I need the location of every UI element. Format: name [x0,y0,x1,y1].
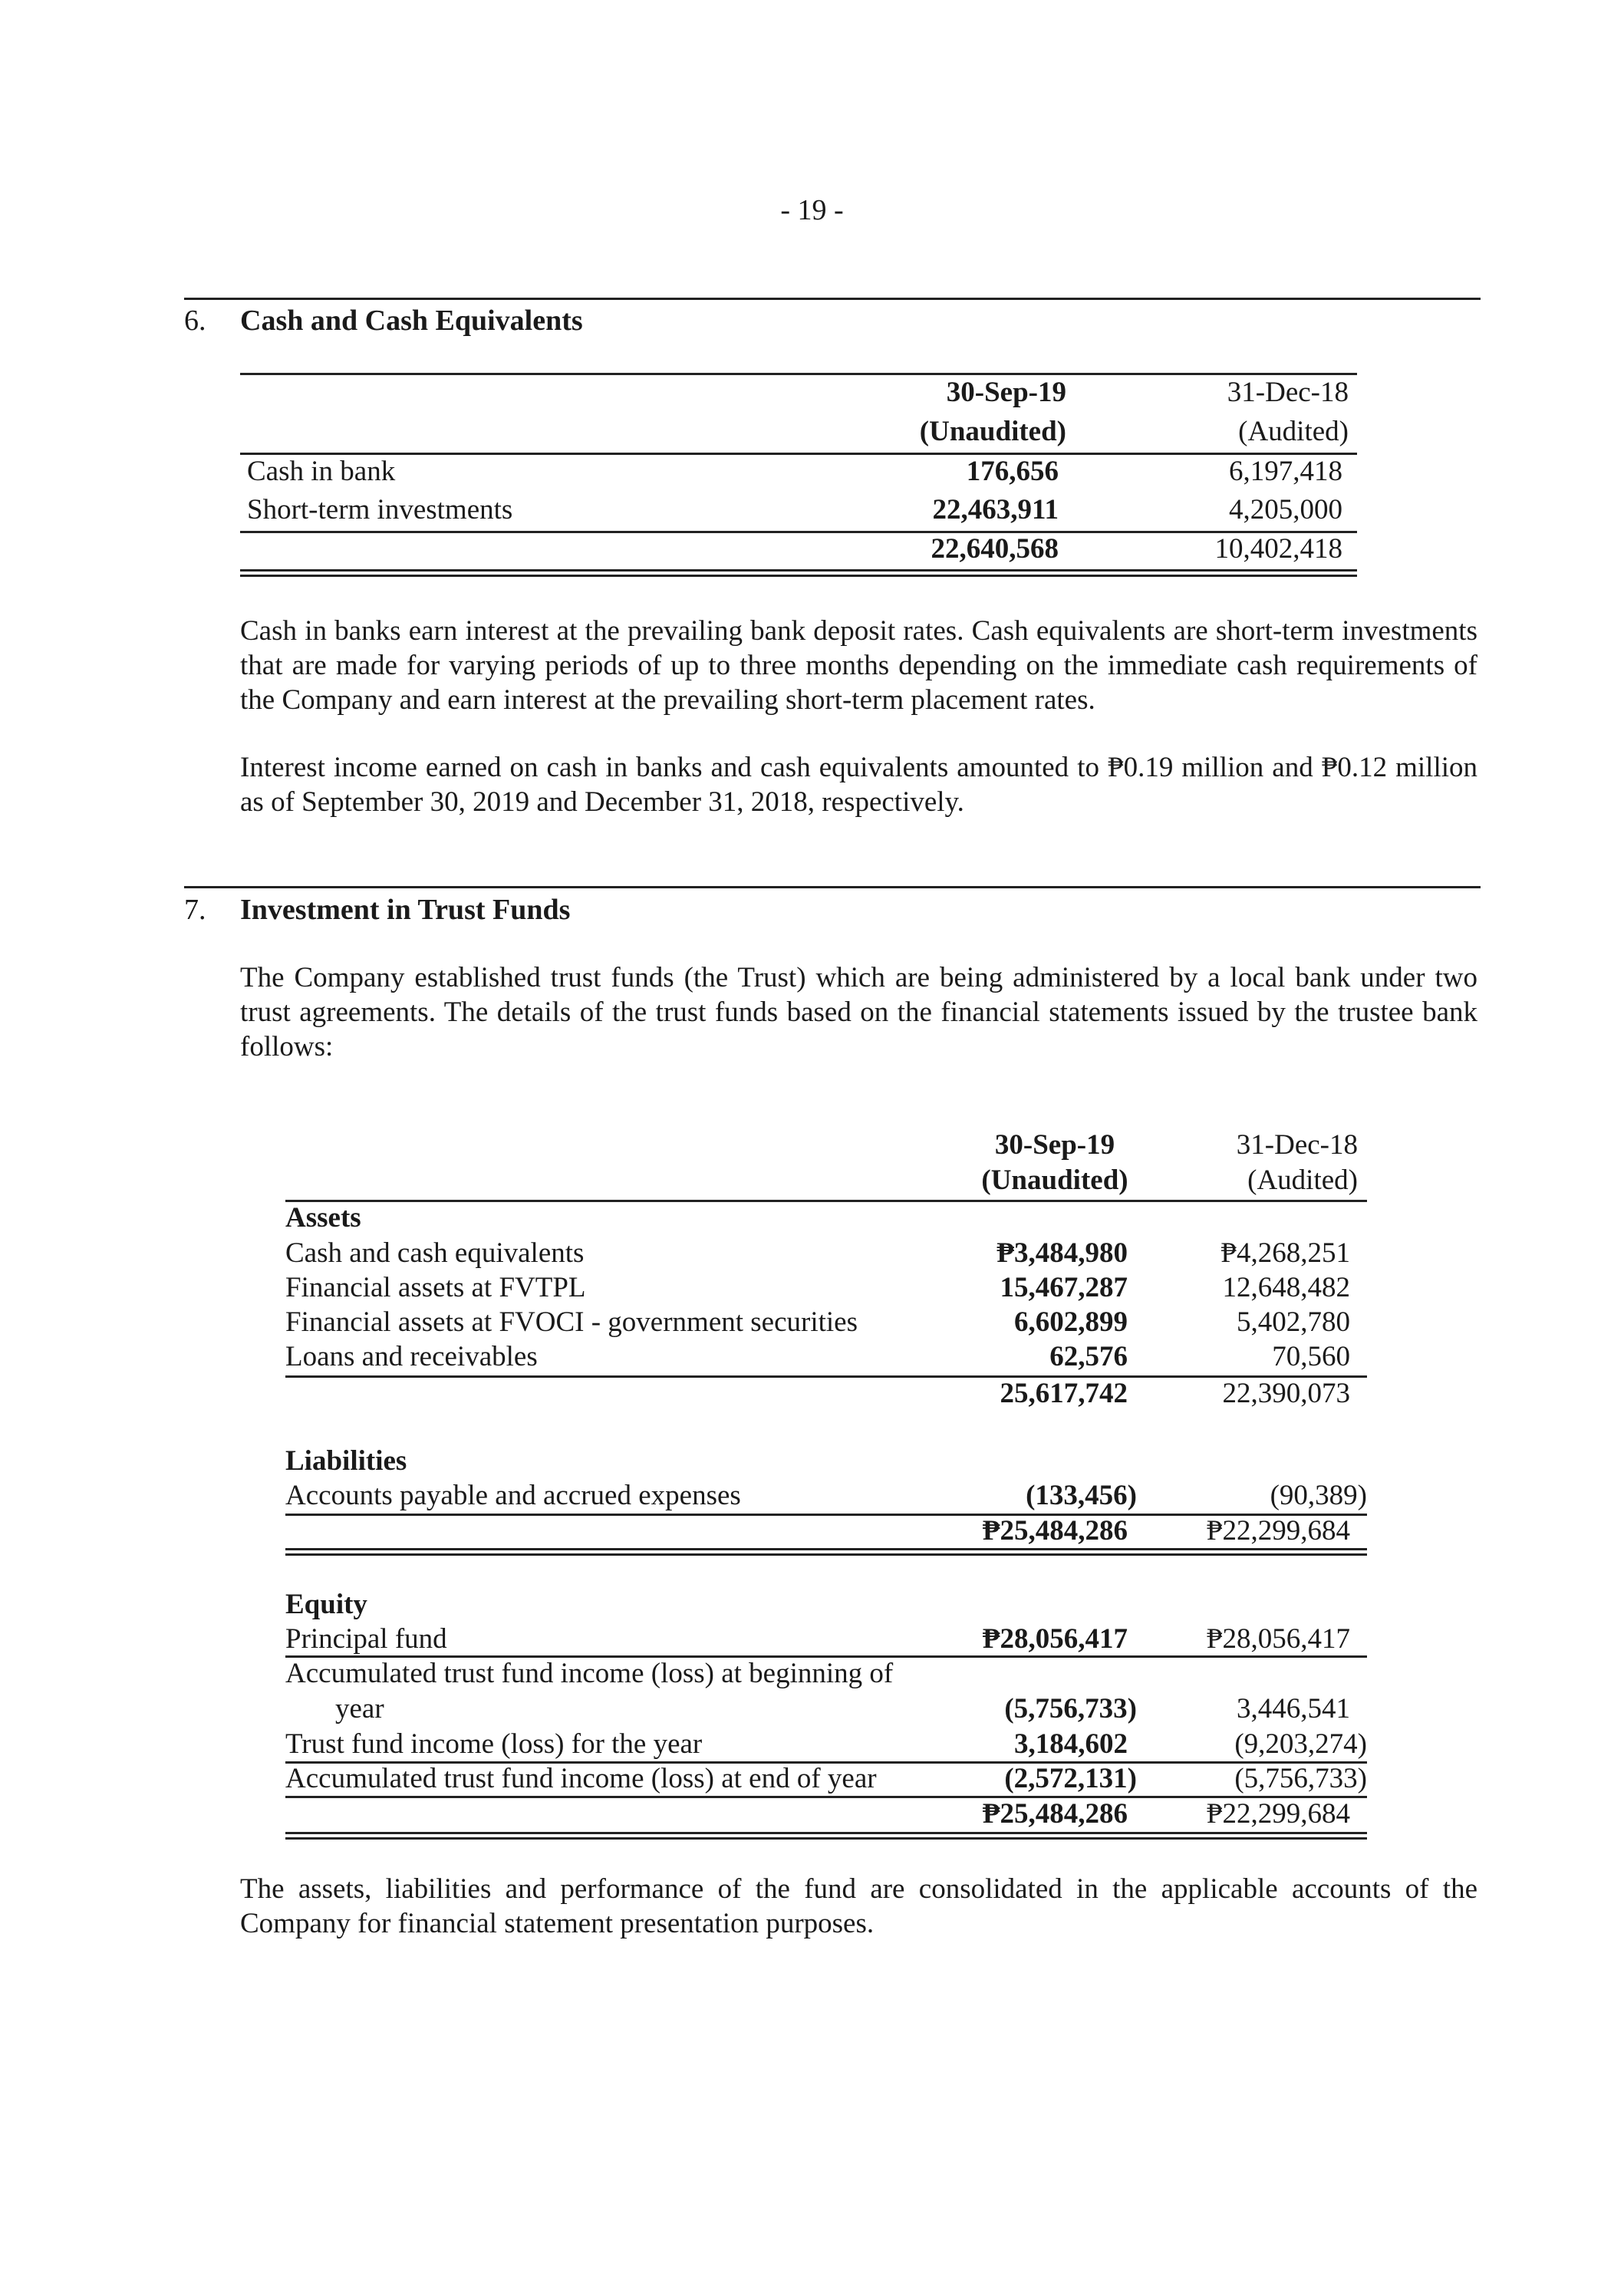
section-7-closing: The assets, liabilities and performance of the fund are consolidated in the applicable accounts of the Company for financial statement presentation purposes. [240,1873,1477,1939]
equity-beginning-label-line1: Accumulated trust fund income (loss) at beginning of [285,1658,894,1689]
table-6-double-rule-b [240,575,1357,577]
assets-total-prior: 22,390,073 [1222,1378,1350,1409]
equity-beginning-current: (5,756,733) [1004,1693,1137,1724]
asset-row-label: Financial assets at FVTPL [285,1272,586,1303]
table-6-top-rule [240,373,1357,375]
asset-row-current: 6,602,899 [1014,1306,1128,1338]
equity-total-prior: ₱22,299,684 [1206,1798,1350,1830]
section-6-number: 6. [184,305,206,337]
equity-principal-prior: ₱28,056,417 [1206,1623,1350,1655]
asset-row-prior: ₱4,268,251 [1220,1237,1350,1269]
liability-row-prior: (90,389) [1270,1480,1367,1511]
col-prior-date: 31-Dec-18 [1227,377,1349,408]
row-short-term-label: Short-term investments [247,494,513,525]
col-prior-status: (Audited) [1238,416,1349,447]
row-short-term-prior: 4,205,000 [1229,494,1342,525]
total-cash-current: 22,640,568 [931,533,1059,565]
asset-row-prior: 12,648,482 [1222,1272,1350,1303]
asset-row-label: Cash and cash equivalents [285,1237,585,1269]
equity-income-current: 3,184,602 [1014,1728,1128,1760]
row-cash-in-bank-label: Cash in bank [247,456,396,487]
page-number: - 19 - [780,194,844,226]
asset-row-current: ₱3,484,980 [996,1237,1128,1269]
equity-income-prior: (9,203,274) [1234,1728,1367,1760]
equity-principal-label: Principal fund [285,1623,447,1655]
trust-col-prior-status: (Audited) [1247,1164,1358,1196]
trust-header-rule [285,1200,1367,1202]
equity-double-rule-a [285,1832,1367,1834]
asset-row-current: 15,467,287 [1000,1272,1128,1303]
asset-row-prior: 70,560 [1272,1341,1350,1372]
equity-principal-current: ₱28,056,417 [982,1623,1128,1655]
equity-ending-prior: (5,756,733) [1234,1763,1367,1794]
equity-beginning-prior: 3,446,541 [1237,1693,1350,1724]
trust-col-prior-date: 31-Dec-18 [1236,1129,1358,1161]
row-short-term-current: 22,463,911 [932,494,1059,525]
equity-beginning-label-line2: year [335,1693,384,1724]
asset-row-label: Financial assets at FVOCI - government securities [285,1306,858,1338]
asset-row-prior: 5,402,780 [1237,1306,1350,1338]
section-6-title: Cash and Cash Equivalents [240,305,583,337]
col-current-date: 30-Sep-19 [946,377,1066,408]
equity-double-rule-b [285,1837,1367,1840]
asset-row-label: Loans and receivables [285,1341,538,1372]
asset-row-current: 62,576 [1049,1341,1128,1372]
assets-heading: Assets [285,1202,361,1234]
trust-col-current-date: 30-Sep-19 [994,1129,1115,1161]
section-6-paragraph-2: Interest income earned on cash in banks and cash equivalents amounted to ₱0.19 million and ₱0.12 million as of September 30, 2019 and December 31, 2018, respectively. [240,752,1477,818]
table-6-double-rule-a [240,569,1357,572]
row-cash-in-bank-current: 176,656 [966,456,1059,487]
equity-ending-current: (2,572,131) [1004,1763,1137,1794]
section-6-rule [184,298,1481,300]
section-7-rule [184,886,1481,888]
equity-income-label: Trust fund income (loss) for the year [285,1728,703,1760]
section-7-intro: The Company established trust funds (the Trust) which are being administered by a local bank under two trust agreements. The details of the trust funds based on the financial statements issued by the trustee bank follows: [240,962,1477,1062]
assets-total-current: 25,617,742 [1000,1378,1128,1409]
equity-heading: Equity [285,1589,367,1620]
trust-col-current-status: (Unaudited) [981,1164,1128,1196]
section-7-number: 7. [184,894,206,926]
liabilities-double-rule-b [285,1553,1367,1556]
row-cash-in-bank-prior: 6,197,418 [1229,456,1342,487]
equity-total-current: ₱25,484,286 [982,1798,1128,1830]
col-current-status: (Unaudited) [919,416,1066,447]
section-7-title: Investment in Trust Funds [240,894,571,926]
liabilities-total-prior: ₱22,299,684 [1206,1515,1350,1547]
liabilities-heading: Liabilities [285,1445,407,1477]
section-6-paragraph-1: Cash in banks earn interest at the prevailing bank deposit rates. Cash equivalents are short-term investments that are made for varying periods of up to three months depending on the immediate cash requirements of the Company and earn interest at the prevailing short-term placement rates. [240,615,1477,716]
total-cash-prior: 10,402,418 [1214,533,1342,565]
liability-row-label: Accounts payable and accrued expenses [285,1480,741,1511]
equity-ending-label: Accumulated trust fund income (loss) at end of year [285,1763,877,1794]
liabilities-double-rule-a [285,1548,1367,1550]
liabilities-total-current: ₱25,484,286 [982,1515,1128,1547]
liability-row-current: (133,456) [1026,1480,1137,1511]
